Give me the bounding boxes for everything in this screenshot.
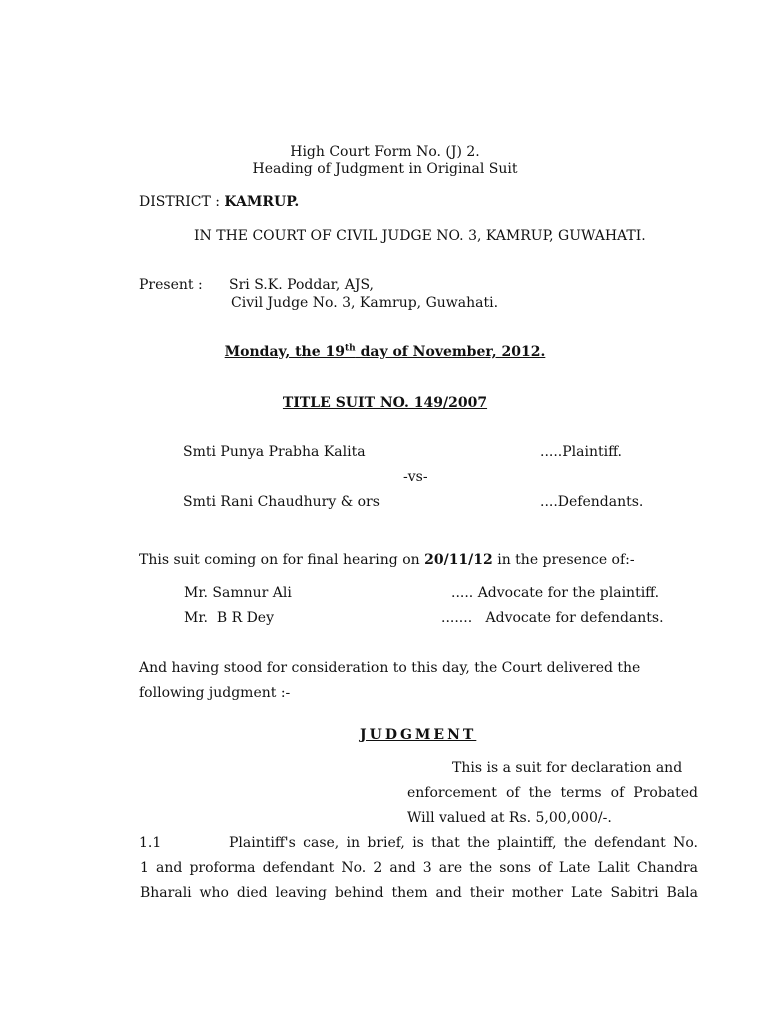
- para-number: 1.1: [139, 835, 162, 851]
- defendant-name: Smti Rani Chaudhury & ors: [183, 494, 380, 510]
- plaintiff-name: Smti Punya Prabha Kalita: [183, 444, 366, 460]
- defendant-advocate-name: Mr. B R Dey: [184, 610, 274, 626]
- intro-line-1: This is a suit for declaration and: [452, 760, 683, 776]
- hearing-date: 20/11/12: [424, 552, 493, 568]
- present-label: Present :: [139, 277, 203, 293]
- consideration-line-2: following judgment :-: [139, 685, 291, 701]
- hearing-suffix: in the presence of:-: [492, 552, 635, 568]
- date-suffix: day of November, 2012.: [355, 344, 546, 360]
- versus: -vs-: [403, 469, 428, 485]
- district-value: KAMRUP.: [224, 194, 300, 210]
- judgment-date: [0, 343, 770, 361]
- judge-name: Sri S.K. Poddar, AJS,: [229, 277, 374, 293]
- para-line-2: 1 and proforma defendant No. 2 and 3 are the sons of Late Lalit Chandra: [140, 860, 698, 876]
- plaintiff-advocate-name: Mr. Samnur Ali: [184, 585, 292, 601]
- hearing-prefix: This suit coming on for final hearing on: [139, 552, 425, 568]
- suit-title: TITLE SUIT NO. 149/2007: [282, 395, 488, 411]
- date-prefix: Monday, the 19: [224, 344, 345, 360]
- form-number: High Court Form No. (J) 2.: [290, 144, 480, 160]
- para-line-3: Bharali who died leaving behind them and their mother Late Sabitri Bala: [140, 885, 698, 901]
- plaintiff-advocate-role: ..... Advocate for the plaintiff.: [451, 585, 660, 601]
- court-line: IN THE COURT OF CIVIL JUDGE NO. 3, KAMRUP, GUWAHATI.: [194, 228, 646, 244]
- judgment-title: JUDGMENT: [360, 727, 477, 743]
- form-heading: Heading of Judgment in Original Suit: [252, 161, 518, 177]
- plaintiff-role: .....Plaintiff.: [540, 444, 622, 460]
- hearing-line: [139, 551, 635, 569]
- district-line: [139, 193, 299, 211]
- district-label: DISTRICT :: [139, 194, 225, 210]
- defendant-role: ....Defendants.: [540, 494, 644, 510]
- defendant-advocate-role: ....... Advocate for defendants.: [441, 610, 664, 626]
- para-line-1: Plaintiff's case, in brief, is that the plaintiff, the defendant No.: [229, 835, 698, 851]
- intro-line-2: enforcement of the terms of Probated: [407, 785, 698, 801]
- intro-line-3: Will valued at Rs. 5,00,000/-.: [407, 810, 612, 826]
- date-suffix-sup: th: [345, 343, 356, 354]
- consideration-line-1: And having stood for consideration to this day, the Court delivered the: [139, 660, 641, 676]
- judge-designation: Civil Judge No. 3, Kamrup, Guwahati.: [231, 295, 499, 311]
